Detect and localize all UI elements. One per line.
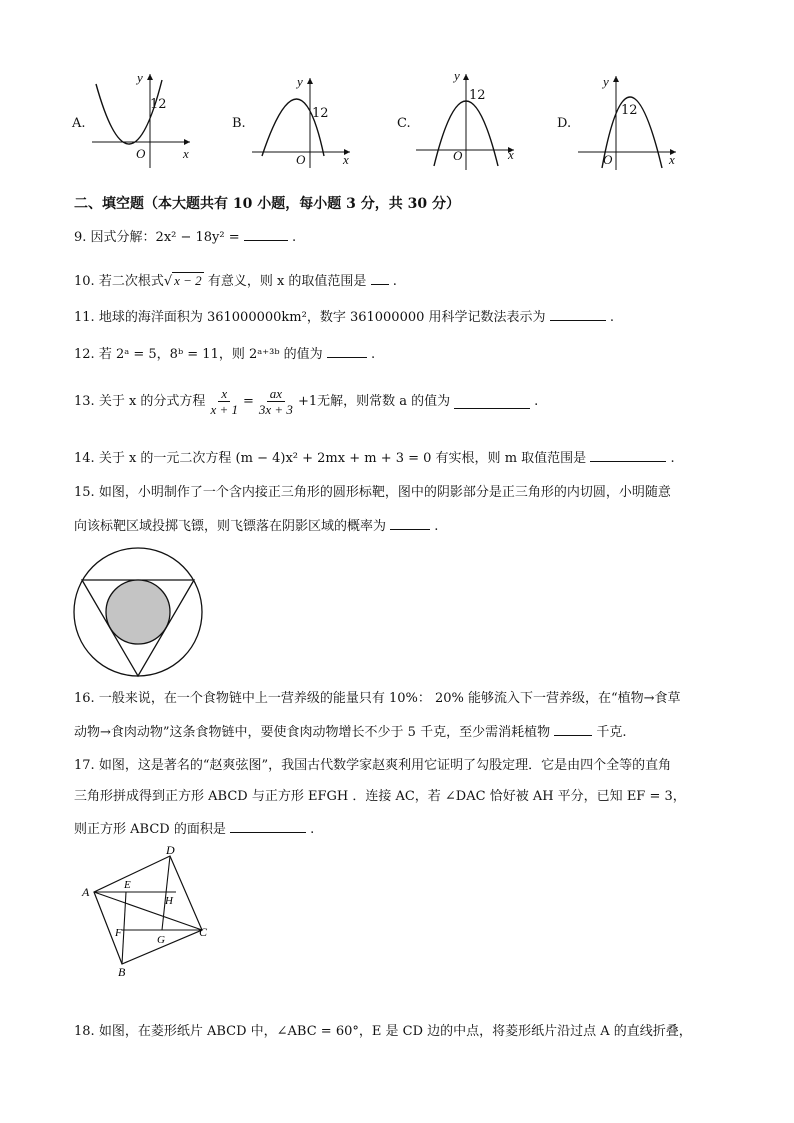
question-number: 16. [74,691,95,706]
question-text: 若 2ᵃ = 5，8ᵇ = 11，则 2ᵃ⁺³ᵇ 的值为 [98,347,323,362]
diagonal-ac [94,892,202,930]
x-label: x [183,146,189,161]
y-axis-arrow [463,74,469,80]
equals-sign: = [242,393,254,409]
question-end: . [392,274,397,289]
y-label: y [297,74,303,89]
question-13 [74,386,538,417]
question-text: 如图，这是著名的“赵爽弦图”，我国古代数学家赵爽利用它证明了勾股定理．它是由四个全等的直角 [98,758,672,773]
question-end: 千克. [596,725,627,740]
question-end: . [609,310,614,325]
question-14 [74,448,675,468]
answer-blank[interactable] [327,344,367,358]
x-axis-arrow [184,139,190,145]
label-a: A [82,885,90,899]
label-e: E [124,879,131,891]
answer-blank[interactable] [244,227,288,241]
answer-blank[interactable] [550,307,606,321]
question-text: 关于 x 的一元二次方程 (m − 4)x² + 2mx + m + 3 = 0 有实根，则 m 取值范围是 [98,451,587,466]
question-text: 若二次根式 [98,274,164,289]
question-16-line-2 [74,722,627,742]
x-label: x [508,147,514,162]
x-label: x [343,152,349,167]
origin-label: O [296,152,306,167]
question-12 [74,344,375,364]
question-end: . [670,451,675,466]
fraction-2: $\frac{ax}{3x + 3}$ [258,386,293,417]
question-text-2: 向该标靶区域投掷飞镖，则飞镖落在阴影区域的概率为 [74,519,387,534]
answer-blank[interactable] [230,819,306,833]
question-text: 如图，小明制作了一个含内接正三角形的圆形标靶，图中的阴影部分是正三角形的内切圆，小明随意 [98,485,671,500]
label-c: C [199,925,208,939]
question-number: 12. [74,347,95,362]
question-number: 14. [74,451,95,466]
radicand: x − 2 [174,273,202,288]
y-label: y [137,70,143,85]
question-text-2: 动物→食肉动物”这条食物链中，要使食肉动物增长不少于 5 千克，至少需消耗植物 [74,725,551,740]
y-label: y [603,74,609,89]
question-17-line-3 [74,819,314,839]
question-end: . [291,230,297,245]
shaded-incircle [106,580,170,644]
intercept-label: 12 [150,97,167,112]
question-text-3: 则正方形 ABCD 的面积是 [74,822,226,837]
y-axis-arrow [307,78,313,84]
origin-label: O [136,146,146,161]
zhao-shuang-figure [78,842,214,978]
answer-blank[interactable] [454,395,530,409]
parabola [96,80,162,144]
origin-label: O [453,148,463,163]
question-18 [74,1023,692,1041]
question-end: . [370,347,376,362]
section-heading: 二、填空题（本大题共有 10 小题，每小题 3 分，共 30 分） [74,196,460,212]
question-text-2: +1无解，则常数 a 的值为 [297,393,451,409]
question-text: 一般来说，在一个食物链中上一营养级的能量只有 10%： 20% 能够流入下一营养级，在“植物→食草 [98,691,681,706]
question-11 [74,307,614,327]
origin-label: O [603,152,613,167]
label-d: D [166,843,175,857]
question-10: 10. 若二次根式√ x − 2 有意义，则 x 的取值范围是 . [74,273,397,289]
question-text: 地球的海洋面积为 361000000km²，数字 361000000 用科学记数法表示为 [98,310,546,325]
question-number: 10. [74,274,95,289]
option-a-letter: A. [72,116,86,131]
question-end: . [310,822,315,837]
answer-blank[interactable] [554,722,592,736]
question-text: 因式分解：2x² − 18y² = [90,230,240,245]
question-number: 17. [74,758,95,773]
question-number: 15. [74,485,95,500]
question-text: 关于 x 的分式方程 [98,393,206,409]
y-axis-arrow [147,74,153,80]
answer-blank[interactable] [390,516,430,530]
question-16-line-1 [74,690,681,708]
question-17-line-2 [74,788,686,806]
y-label: y [454,68,460,83]
option-d-letter: D. [557,116,572,131]
intercept-label: 12 [469,88,486,103]
question-text-2: 有意义，则 x 的取值范围是 [207,274,367,289]
question-end: . [534,393,539,409]
question-number: 9. [74,230,87,245]
label-g: G [157,934,165,946]
fraction-1: $\frac{x}{x + 1}$ [210,386,238,417]
target-figure [68,546,214,680]
intercept-label: 12 [621,103,638,118]
label-f: F [115,927,122,939]
question-number: 18. [74,1024,95,1039]
option-b-letter: B. [232,116,246,131]
question-text-2: 三角形拼成得到正方形 ABCD 与正方形 EFGH ．连接 AC，若 ∠DAC 恰好被 AH 平分，已知 EF = 3， [74,789,686,804]
question-number: 13. [74,393,95,409]
question-17-line-1 [74,757,671,775]
answer-blank[interactable] [371,271,389,285]
question-text: 如图，在菱形纸片 ABCD 中，∠ABC = 60°，E 是 CD 边的中点，将菱形纸片沿过点 A 的直线折叠， [98,1024,692,1039]
square-abcd [94,856,202,964]
option-c-letter: C. [397,116,411,131]
question-15-line-1 [74,484,671,502]
answer-blank[interactable] [590,448,666,462]
y-axis-arrow [613,76,619,82]
question-9 [74,227,296,247]
question-15-line-2 [74,516,438,536]
x-label: x [669,152,675,167]
label-h: H [165,895,173,907]
intercept-label: 12 [312,106,329,121]
question-number: 11. [74,310,95,325]
question-end: . [434,519,439,534]
label-b: B [118,965,126,978]
